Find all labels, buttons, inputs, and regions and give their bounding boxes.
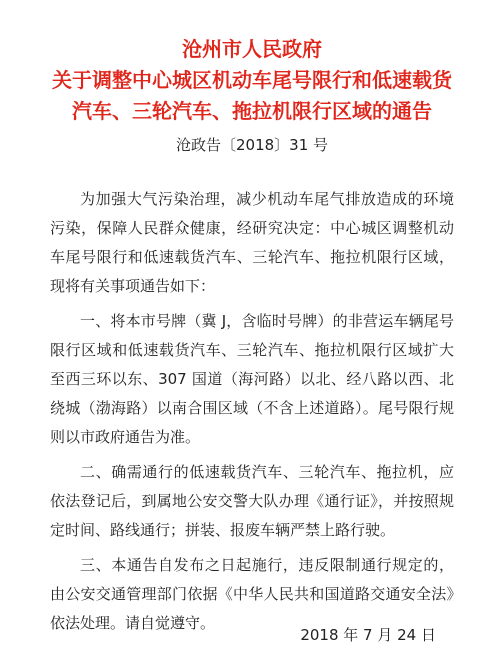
notice-header — [50, 34, 454, 127]
issuer-name: 沧州市人民政府 — [182, 37, 322, 61]
notice-body — [50, 185, 454, 638]
notice-title-line-1: 关于调整中心城区机动车尾号限行和低速载货 — [52, 68, 452, 92]
notice-title-line-2: 汽车、三轮汽车、拖拉机限行区域的通告 — [72, 99, 432, 123]
intro-paragraph: 为加强大气污染治理，减少机动车尾气排放造成的环境污染，保障人民群众健康，经研究决定：中心城区调整机动车尾号限行和低速载货汽车、三轮汽车、拖拉机限行区域，现将有关事项通告如下： — [50, 190, 454, 295]
document-number: 沧政告〔2018〕31 号 — [175, 136, 329, 154]
item-2-paragraph: 二、确需通行的低速载货汽车、三轮汽车、拖拉机，应依法登记后，到属地公安交警大队办理《通行证》，并按照规定时间、路线通行；拼装、报废车辆严禁上路行驶。 — [50, 463, 454, 539]
item-3-paragraph: 三、本通告自发布之日起施行，违反限制通行规定的，由公安交通管理部门依据《中华人民共和国道路交通安全法》依法处理。请自觉遵守。 — [50, 556, 454, 632]
item-1-paragraph: 一、将本市号牌（冀 J，含临时号牌）的非营运车辆尾号限行区域和低速载货汽车、三轮汽车、拖拉机限行区域扩大至西三环以东、307 国道（海河路）以北、经八路以西、北绕城（渤海路）以南合围区域（不含上述道路）。尾号限行规则以市政府通告为准。 — [50, 312, 454, 446]
issue-date: 2018 年 7 月 24 日 — [300, 626, 436, 644]
